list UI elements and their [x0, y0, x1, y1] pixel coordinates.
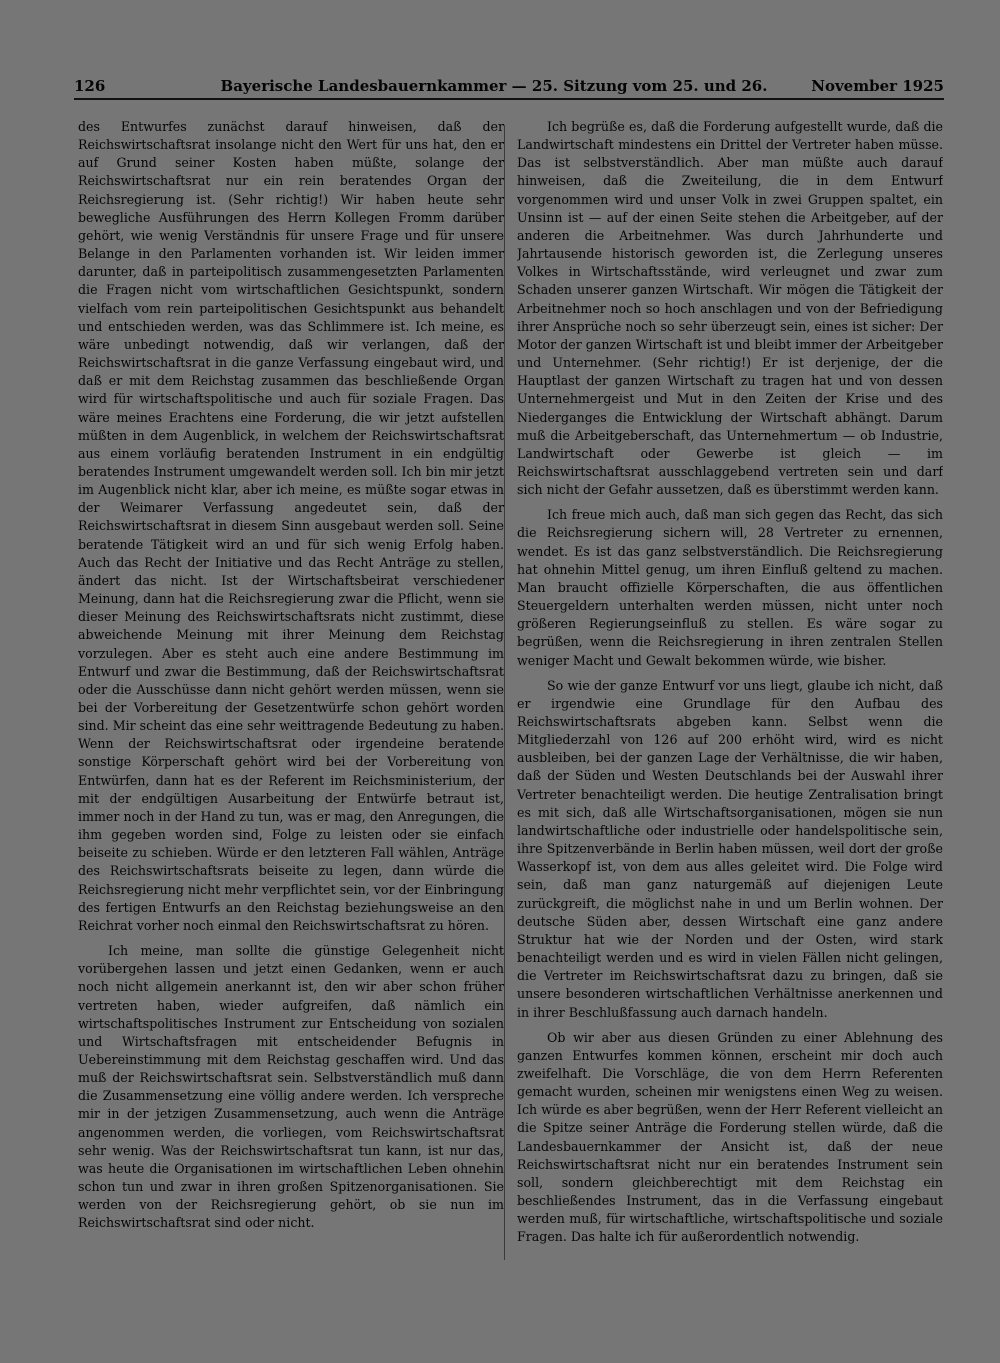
left-column — [78, 118, 504, 1268]
paragraph: So wie der ganze Entwurf vor uns liegt, glaube ich nicht, daß er irgendwie eine Grundlage für den Aufbau des Reichswirtschaftsrats abgeben kann. Selbst wenn die Mitgliederzahl von 126 auf 200 erhöht wird, wird es nicht ausbleiben, bei der ganzen Lage der Verhältnisse, die wir haben, daß der Süden und Westen Deutschlands bei der Auswahl ihrer Vertreter benachteiligt werden. Die heutige Zentralisation bringt es mit sich, daß alle Wirtschaftsorganisationen, mögen sie nun landwirtschaftliche oder industrielle oder handelspolitische sein, ihre Spitzenverbände in Berlin haben müssen, weil dort der große Wasserkopf ist, von dem aus alles geleitet wird. Die Folge wird sein, daß man ganz naturgemäß auf diejenigen Leute zurückgreift, die möglichst nahe in und um Berlin wohnen. Der deutsche Süden aber, dessen Wirtschaft eine ganz andere Struktur hat wie der Norden und der Osten, wird stark benachteiligt werden und es wird in vielen Fällen nicht gelingen, die Vertreter im Reichswirtschaftsrat dazu zu bringen, daß sie unsere besonderen wirtschaftlichen Verhältnisse anerkennen und in ihrer Beschlußfassung auch darnach handeln. — [517, 677, 943, 1020]
running-title: Bayerische Landesbauernkammer — 25. Sitzung vom 25. und 26. — [220, 77, 768, 95]
right-column — [517, 118, 943, 1268]
paragraph: Ob wir aber aus diesen Gründen zu einer Ablehnung des ganzen Entwurfes kommen können, erscheint mir doch auch zweifelhaft. Die Vorschläge, die von dem Herrn Referenten gemacht wurden, scheinen mir wenigstens einen Weg zu weisen. Ich würde es aber begrüßen, wenn der Herr Referent vielleicht an die Spitze seiner Anträge die Forderung stellen würde, daß die Landesbauernkammer der Ansicht ist, daß der neue Reichswirtschaftsrat nicht nur ein beratendes Instrument sein soll, sondern gleichberechtigt mit dem Reichstag ein beschließendes Instrument, das in die Verfassung eingebaut werden muß, für wirtschaftliche, wirtschaftspolitische und soziale Fragen. Das halte ich für außerordentlich notwendig. — [517, 1029, 943, 1245]
header-rule — [74, 98, 944, 100]
paragraph: des Entwurfes zunächst darauf hinweisen, daß der Reichswirtschaftsrat insolange nicht den Wert für uns hat, den er auf Grund seiner Kosten haben müßte, solange der Reichswirtschaftsrat nur ein rein beratendes Organ der Reichsregierung ist. (Sehr richtig!) Wir haben heute sehr bewegliche Ausführungen des Herrn Kollegen Fromm darüber gehört, wie wenig Verständnis für unsere Frage und für unsere Belange in den Parlamenten vorhanden ist. Wir leiden immer darunter, daß in parteipolitisch zusammengesetzten Parlamenten die Fragen nicht vom wirtschaftlichen Gesichtspunkt, sondern vielfach vom rein parteipolitischen Gesichtspunkt aus behandelt und entschieden werden, was das Schlimmere ist. Ich meine, es wäre unbedingt notwendig, daß wir verlangen, daß der Reichswirtschaftsrat in die ganze Verfassung eingebaut wird, und daß er mit dem Reichstag zusammen das beschließende Organ wird für wirtschaftspolitische und auch für soziale Fragen. Das wäre meines Erachtens eine Forderung, die wir jetzt aufstellen müßten in dem Augenblick, in welchem der Reichswirtschaftsrat aus einem vorläufig beratenden Instrument in ein endgültig beratendes Instrument umgewandelt werden soll. Ich bin mir jetzt im Augenblick nicht klar, aber ich meine, es müßte sogar etwas in der Weimarer Verfassung angedeutet sein, daß der Reichswirtschaftsrat in diesem Sinn ausgebaut werden soll. Seine beratende Tätigkeit wird an und für sich wenig Erfolg haben. Auch das Recht der Initiative und das Recht Anträge zu stellen, ändert das nicht. Ist der Wirtschaftsbeirat verschiedener Meinung, dann hat die Reichsregierung zwar die Pflicht, wenn sie dieser Meinung des Reichswirtschaftsrats nicht zustimmt, diese abweichende Meinung mit ihrer Meinung dem Reichstag vorzulegen. Aber es steht auch eine andere Bestimmung im Entwurf und zwar die Bestimmung, daß der Reichswirtschaftsrat oder die Ausschüsse dann nicht gehört werden müssen, wenn sie bei der Vorbereitung der Gesetzentwürfe schon gehört worden sind. Mir scheint das eine sehr weittragende Bedeutung zu haben. Wenn der Reichswirtschaftsrat oder irgendeine beratende sonstige Körperschaft gehört wird bei der Vorbereitung von Entwürfen, dann hat es der Referent im Reichsministerium, der mit der endgültigen Ausarbeitung der Entwürfe betraut ist, immer noch in der Hand zu tun, was er mag, den Anregungen, die ihm gegeben worden sind, Folge zu leisten oder sie einfach beiseite zu schieben. Würde er den letzteren Fall wählen, Anträge des Reichswirtschaftsrats beiseite zu legen, dann würde die Reichsregierung nicht mehr verpflichtet sein, vor der Einbringung des fertigen Entwurfs an den Reichstag beziehungsweise an den Reichrat vorher noch einmal den Reichswirtschaftsrat zu hören. — [78, 119, 504, 933]
running-date: November 1925 — [811, 77, 944, 95]
paragraph: Ich freue mich auch, daß man sich gegen das Recht, das sich die Reichsregierung sichern will, 28 Vertreter zu ernennen, wendet. Es ist das ganz selbstverständlich. Die Reichsregierung hat ohnehin Mittel genug, um ihren Einfluß geltend zu machen. Man braucht offizielle Körperschaften, die aus öffentlichen Steuergeldern unterhalten werden müssen, nicht unter noch größeren Regierungseinfluß zu stellen. Es wäre sogar zu begrüßen, wenn die Reichsregierung in ihren zentralen Stellen weniger Macht und Gewalt bekommen würde, wie bisher. — [517, 507, 943, 668]
page-number: 126 — [74, 77, 106, 95]
paragraph: Ich meine, man sollte die günstige Gelegenheit nicht vorübergehen lassen und jetzt einen Gedanken, wenn er auch noch nicht allgemein anerkannt ist, den wir aber schon früher vertreten haben, wieder aufgreifen, daß nämlich ein wirtschaftspolitisches Instrument zur Entscheidung von sozialen und Wirtschaftsfragen mit entscheidender Befugnis in Uebereinstimmung mit dem Reichstag geschaffen wird. Und das muß der Reichswirtschaftsrat sein. Selbstverständlich muß dann die Zusammensetzung eine völlig andere werden. Ich verspreche mir in der jetzigen Zusammensetzung, auch wenn die Anträge angenommen werden, die vorliegen, vom Reichswirtschaftsrat sehr wenig. Was der Reichswirtschaftsrat tun kann, ist nur das, was heute die Organisationen im wirtschaftlichen Leben ohnehin schon tun und zwar in ihren großen Spitzenorganisationen. Sie werden von der Reichsregierung gehört, ob sie nun im Reichswirtschaftsrat sind oder nicht. — [78, 943, 504, 1231]
paragraph: Ich begrüße es, daß die Forderung aufgestellt wurde, daß die Landwirtschaft mindestens ein Drittel der Vertreter haben müsse. Das ist selbstverständlich. Aber man müßte auch darauf hinweisen, daß die Zweiteilung, die in dem Entwurf vorgenommen wird und unser Volk in zwei Gruppen spaltet, ein Unsinn ist — auf der einen Seite stehen die Arbeitgeber, auf der anderen die Arbeitnehmer. Was durch Jahrhunderte und Jahrtausende historisch geworden ist, die Zerlegung unseres Volkes in Wirtschaftsstände, wird verleugnet und zwar zum Schaden unserer ganzen Wirtschaft. Wir mögen die Tätigkeit der Arbeitnehmer noch so hoch anschlagen und von der Befriedigung ihrer Ansprüche noch so sehr überzeugt sein, eines ist sicher: Der Motor der ganzen Wirtschaft ist und bleibt immer der Arbeitgeber und Unternehmer. (Sehr richtig!) Er ist derjenige, der die Hauptlast der ganzen Wirtschaft zu tragen hat und von dessen Unternehmergeist und Mut in den Zeiten der Krise und des Niederganges die Entwicklung der Wirtschaft abhängt. Darum muß die Arbeitgeberschaft, das Unternehmertum — ob Industrie, Landwirtschaft oder Gewerbe ist gleich — im Reichswirtschaftsrat ausschlaggebend vertreten sein und darf sich nicht der Gefahr aussetzen, daß es überstimmt werden kann. — [517, 119, 943, 498]
column-divider — [504, 125, 505, 1260]
running-header — [74, 77, 944, 99]
